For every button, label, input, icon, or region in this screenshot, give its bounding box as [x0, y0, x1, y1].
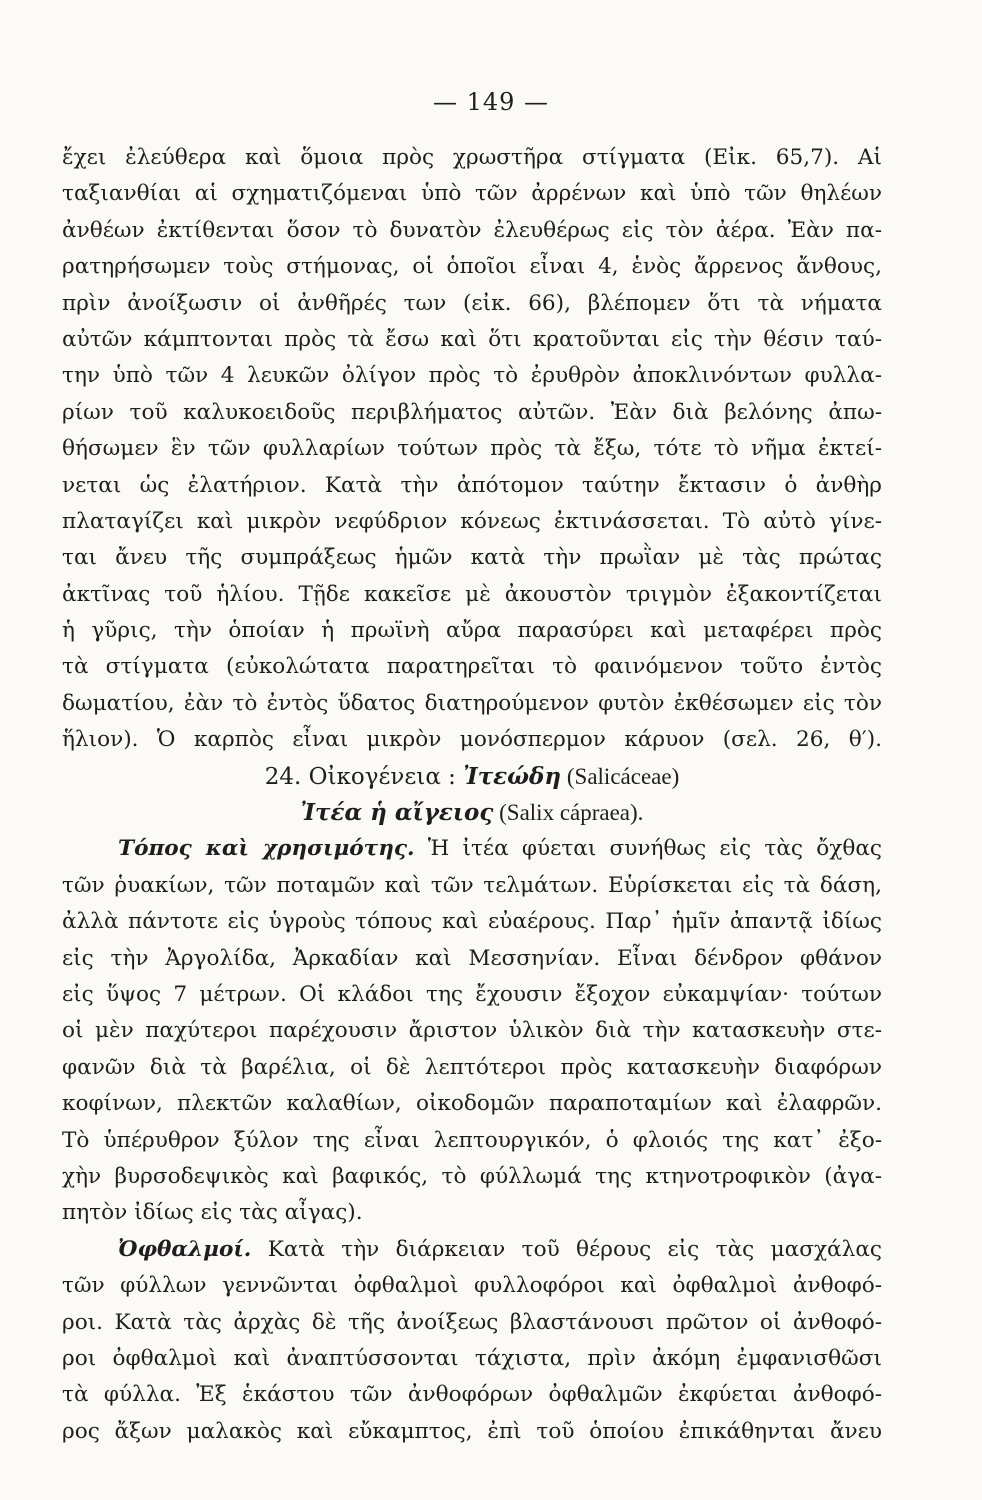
text-line: εἰς τὴν Ἀργολίδα, Ἀρκαδίαν καὶ Μεσσηνίαν. Εἶναι δένδρον φθάνον: [62, 945, 882, 971]
text-line: δωματίου, ἐὰν τὸ ἐντὸς ὕδατος διατηρούμενον φυτὸν ἐκθέσωμεν εἰς τὸν: [62, 690, 882, 716]
text-line: ἥλιον). Ὁ καρπὸς εἶναι μικρὸν μονόσπερμον κάρυον (σελ. 26, θ′).: [62, 727, 882, 753]
text-line: ἀλλὰ πάντοτε εἰς ὑγροὺς τόπους καὶ εὐαέρους. Παρ᾽ ἡμῖν ἀπαντᾷ ἰδίως: [62, 909, 882, 935]
text-line: πητὸν ἰδίως εἰς τὰς αἶγας).: [62, 1200, 363, 1226]
text-line: τῶν ῥυακίων, τῶν ποταμῶν καὶ τῶν τελμάτων. Εὑρίσκεται εἰς τὰ δάση,: [62, 872, 882, 898]
text-line: πλαταγίζει καὶ μικρὸν νεφύδριον κόνεως ἐκτινάσσεται. Τὸ αὐτὸ γίνε-: [62, 508, 882, 534]
text-line: ρίων τοῦ καλυκοειδοῦς περιβλήματος αὐτῶν. Ἐὰν διὰ βελόνης ἀπω-: [62, 399, 882, 425]
text-line: αὐτῶν κάμπτονται πρὸς τὰ ἔσω καὶ ὅτι κρατοῦνται εἰς τὴν θέσιν ταύ-: [62, 326, 882, 352]
family-heading-name: Ἰτεώδη: [463, 762, 562, 790]
body-text: [62, 140, 882, 1450]
paragraph-habitat-use: [62, 831, 882, 1231]
text-line: ρατηρήσωμεν τοὺς στήμονας, οἱ ὁποῖοι εἶναι 4, ἑνὸς ἄρρενος ἄνθους,: [62, 254, 882, 280]
text-line: κοφίνων, πλεκτῶν καλαθίων, οἰκοδομῶν παραποταμίων καὶ ἐλαφρῶν.: [62, 1091, 882, 1117]
family-heading: [62, 759, 882, 795]
text-line: ἀκτῖνας τοῦ ἡλίου. Τῇδε κακεῖσε μὲ ἀκουστὸν τριγμὸν ἐξακοντίζεται: [62, 581, 882, 607]
text-line: οἱ μὲν παχύτεροι παρέχουσιν ἄριστον ὑλικὸν διὰ τὴν κατασκευὴν στε-: [62, 1018, 882, 1044]
text-line: θήσωμεν ἓν τῶν φυλλαρίων τούτων πρὸς τὰ ἔξω, τότε τὸ νῆμα ἐκτεί-: [62, 436, 882, 462]
text-span: Ἡ ἰτέα φύεται συνήθως εἰς τὰς ὄχθας: [414, 836, 882, 862]
paragraph-lead: Τόπος καὶ χρησιμότης.: [118, 836, 415, 862]
species-heading-latin: (Salix cápraea).: [493, 800, 644, 826]
text-line: την ὑπὸ τῶν 4 λευκῶν ὀλίγον πρὸς τὸ ἐρυθρὸν ἀποκλινόντων φυλλα-: [62, 363, 882, 389]
text-line: πρὶν ἀνοίξωσιν οἱ ἀνθῆρές των (εἰκ. 66), βλέπομεν ὅτι τὰ νήματα: [62, 290, 882, 316]
text-line: νεται ὡς ἐλατήριον. Κατὰ τὴν ἀπότομον ταύτην ἔκτασιν ὁ ἀνθὴρ: [62, 472, 882, 498]
text-line: ται ἄνευ τῆς συμπράξεως ἡμῶν κατὰ τὴν πρωῒαν μὲ τὰς πρώτας: [62, 545, 882, 571]
text-line: ταξιανθίαι αἱ σχηματιζόμεναι ὑπὸ τῶν ἀρρένων καὶ ὑπὸ τῶν θηλέων: [62, 181, 882, 207]
text-line: ροι ὀφθαλμοὶ καὶ ἀναπτύσσονται τάχιστα, πρὶν ἀκόμη ἐμφανισθῶσι: [62, 1345, 882, 1371]
text-line: φανῶν διὰ τὰ βαρέλια, οἱ δὲ λεπτότεροι πρὸς κατασκευὴν διαφόρων: [62, 1054, 882, 1080]
text-line: ρος ἄξων μαλακὸς καὶ εὔκαμπτος, ἐπὶ τοῦ ὁποίου ἐπικάθηνται ἄνευ: [62, 1418, 882, 1444]
paragraph-pollination: [62, 140, 882, 759]
paragraph-lead: Ὀφθαλμοί.: [118, 1236, 252, 1262]
text-line: [62, 831, 882, 867]
text-span: Κατὰ τὴν διάρκειαν τοῦ θέρους εἰς τὰς μασχάλας: [251, 1236, 882, 1262]
text-line: ἡ γῦρις, τὴν ὁποίαν ἡ πρωϊνὴ αὔρα παρασύρει καὶ μεταφέρει πρὸς: [62, 618, 882, 644]
page-number: — 149 —: [432, 88, 550, 116]
text-line: ἔχει ἐλεύθερα καὶ ὅμοια πρὸς χρωστῆρα στίγματα (Εἰκ. 65,7). Αἱ: [62, 145, 882, 170]
family-heading-latin: (Salicáceae): [561, 763, 680, 789]
text-line: τῶν φύλλων γεννῶνται ὀφθαλμοὶ φυλλοφόροι καὶ ὀφθαλμοὶ ἀνθοφό-: [62, 1273, 882, 1299]
species-heading: [62, 795, 882, 831]
text-line: Τὸ ὑπέρυθρον ξύλον της εἶναι λεπτουργικόν, ὁ φλοιός της κατ᾽ ἐξο-: [62, 1127, 882, 1153]
text-line: τὰ στίγματα (εὐκολώτατα παρατηρεῖται τὸ φαινόμενον τοῦτο ἐντὸς: [62, 654, 882, 680]
text-line: τὰ φύλλα. Ἐξ ἑκάστου τῶν ἀνθοφόρων ὀφθαλμῶν ἐκφύεται ἀνθοφό-: [62, 1382, 882, 1408]
text-line: [62, 1232, 882, 1268]
text-line: χὴν βυρσοδεψικὸς καὶ βαφικός, τὸ φύλλωμά της κτηνοτροφικὸν (ἀγα-: [62, 1163, 882, 1189]
paragraph-buds: [62, 1232, 882, 1450]
text-line: ροι. Κατὰ τὰς ἀρχὰς δὲ τῆς ἀνοίξεως βλαστάνουσι πρῶτον οἱ ἀνθοφό-: [62, 1309, 882, 1335]
text-line: ἀνθέων ἐκτίθενται ὅσον τὸ δυνατὸν ἐλευθέρως εἰς τὸν ἀέρα. Ἐὰν πα-: [62, 217, 882, 243]
text-line: εἰς ὕψος 7 μέτρων. Οἱ κλάδοι της ἔχουσιν ἔξοχον εὐκαμψίαν· τούτων: [62, 981, 882, 1007]
species-heading-name: Ἰτέα ἡ αἴγειος: [300, 799, 494, 827]
family-heading-prefix: 24. Οἰκογένεια :: [264, 763, 464, 790]
